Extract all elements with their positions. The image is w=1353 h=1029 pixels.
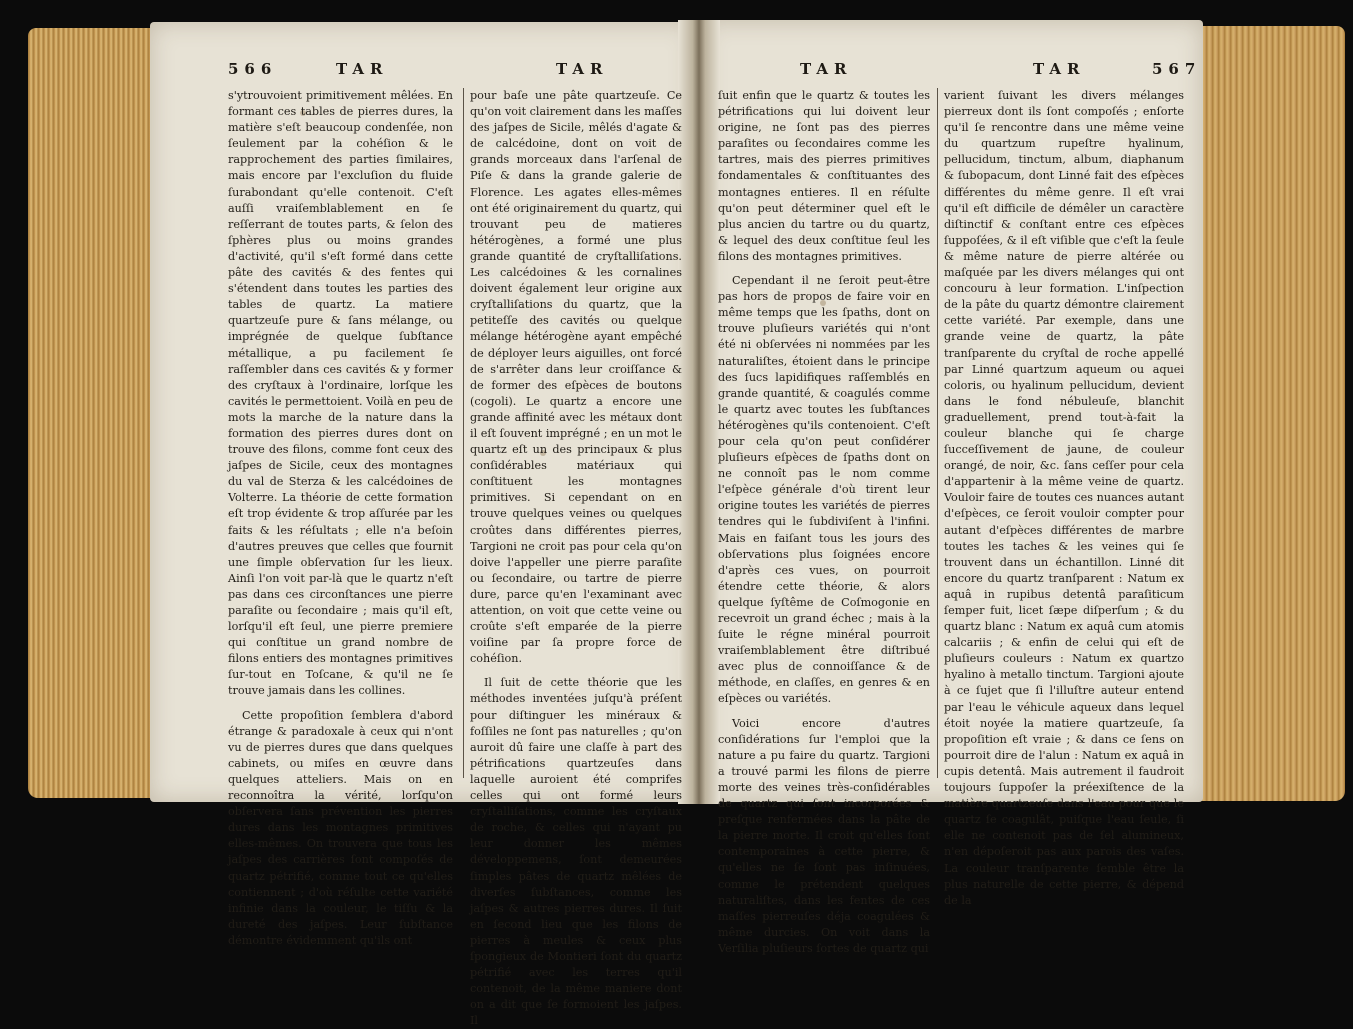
paragraph: s'ytrouvoient primitivement mêlées. En formant ces tables de pierres dures, la matière s'eſt beaucoup condenſée, non ſeulement par la cohéſion & le rapprochement des parties ſimilaires, mais encore par l'excluſion du fluide ſurabondant qu'elle contenoit. C'eſt auſſi vraiſemblablement en ſe reſſerrant de toutes parts, & ſelon des ſphères plus ou moins grandes d'activité, qu'il s'eſt formé dans cette pâte des cavités & des fentes qui s'étendent dans toutes les parties des tables de quartz. La matiere quartzeuſe pure & ſans mélange, ou imprégnée de quelque ſubſtance métallique, a pu facilement ſe raſſembler dans ces cavités & y former des cryſtaux à l'ordinaire, lorſque les cavités le permettoient. Voilà en peu de mots la marche de la nature dans la formation des pierres dures dont on trouve des filons, comme font ceux des jaſpes de Sicile, ceux des montagnes du val de Sterza & les calcédoines de Volterre. La théorie de cette formation eſt trop évidente & trop aſſurée par les faits & les réſultats ; elle n'a beſoin d'autres preuves que celles que fournit une ſimple obſervation ſur les lieux. Ainſi l'on voit par-là que le quartz n'eſt pas dans ces circonſtances une pierre paraſite ou ſecondaire ; mais qu'il eſt, lorſqu'il eſt ſeul, une pierre premiere qui conſtitue un grand nombre de filons entiers des montagnes primitives ſur-tout en Toſcane, & qu'il ne ſe trouve jamais dans les collines. <box>228 89 453 698</box>
paragraph: pour baſe une pâte quartzeuſe. Ce qu'on voit clairement dans les maſſes des jaſpes de Sicile, mêlés d'agate & de calcédoine, dont on voit de grands morceaux dans l'arſenal de Piſe & dans la grande galerie de Florence. Les agates elles-mêmes ont été originairement du quartz, qui trouvant peu de matieres hétérogènes, a formé une plus grande quantité de cryſtalliſations. Les calcédoines & les cornalines doivent également leur origine aux cryſtalliſations du quartz, que la petiteſſe des cavités ou quelque mélange hétérogène ayant empêché de déployer leurs aiguilles, ont forcé de s'arrêter dans leur croiſſance & de former des eſpèces de boutons (cogoli). Le quartz a encore une grande affinité avec les métaux dont il eſt ſouvent imprégné ; en un mot le quartz eſt un des principaux & plus conſidérables matériaux qui conſtituent les montagnes primitives. Si cependant on en trouve quelques veines ou quelques croûtes dans différentes pierres, Targioni ne croit pas pour cela qu'on doive l'appeller une pierre paraſite ou ſecondaire, ou tartre de pierre dure, parce qu'en l'examinant avec attention, on voit que cette veine ou croûte s'eſt emparée de la pierre voiſine par ſa propre force de cohéſion. <box>470 89 682 666</box>
paragraph: Cette propoſition ſemblera d'abord étrange & paradoxale à ceux qui n'ont vu de pierres dures que dans quelques cabinets, ou miſes en œuvre dans quelques atteliers. Mais on en reconnoîtra la vérité, lorſqu'on obſervera ſans prévention les pierres dures dans les montagnes primitives elles-mêmes. On trouvera que tous les jaſpes des carrières ſont compoſés de quartz pétrifié, comme tout ce qu'elles contiennent ; d'où réſulte cette variété infinie dans la couleur, le tiſſu & la dureté des jaſpes. Leur ſubſtance démontre évidemment qu'ils ont <box>228 708 453 947</box>
left-running-head: TAR <box>336 60 389 78</box>
right-page-column-head: TAR <box>1033 60 1086 78</box>
left-page-column-2 <box>470 88 682 1028</box>
right-running-head: TAR <box>800 60 853 78</box>
paragraph: Voici encore d'autres conſidérations ſur l'emploi que la nature a pu faire du quartz. Targioni a trouvé parmi les filons de pierre morte des veines très-conſidérables de quartz qui ſont incorporées & preſque renfermées dans la pâte de la pierre morte. Il croit qu'elles ſont contemporaines à cette pierre, & qu'elles ne ſe ſont pas inſinuées, comme le prétendent quelques naturaliſtes, dans les fentes de ces maſſes pierreuſes déja coagulées & même durcies. On voit dans la Verſilia pluſieurs ſortes de quartz qui <box>718 716 930 955</box>
paragraph: Il ſuit de cette théorie que les méthodes inventées juſqu'à préſent pour diſtinguer les minéraux & foſſiles ne ſont pas naturelles ; qu'on auroit dû faire une claſſe à part des pétrifications quartzeuſes dans laquelle auroient été comprifes celles qui ont formé leurs cryſtalliſations, comme les cryſtaux de roche, & celles qui n'ayant pu leur donner les mêmes développemens, ſont demeurées ſimples pâtes de quartz mêlées de diverſes ſubſtances, comme les jaſpes & autres pierres dures. Il ſuit en ſecond lieu que les filons de pierres à meules & ceux plus ſpongieux de Montieri ſont du quartz pétrifié avec les terres qu'il contenoit, de la même maniere dont on a dit que ſe formoient les jaſpes. Il <box>470 676 682 1028</box>
right-page-edges <box>1195 26 1345 801</box>
paragraph: Cependant il ne ſeroit peut-être pas hors de propos de faire voir en même temps que les ſpaths, dont on trouve pluſieurs variétés qui n'ont été ni obſervées ni nommées par les naturaliſtes, étoient dans le principe des ſucs lapidifiques raſſemblés en grande quantité, & coagulés comme le quartz avec toutes les ſubſtances hétérogènes qu'ils contenoient. C'eſt pour cela qu'on peut conſidérer pluſieurs eſpèces de ſpaths dont on ne connoît pas le nom comme l'eſpèce générale d'où tirent leur origine toutes les variétés de pierres tendres qui le ſubdiviſent à l'infini. Mais en faiſant tous les jours des obſervations plus ſoignées encore d'après ces vues, on pourroit étendre cette théorie, & alors quelque ſyſtême de Coſmogonie en recevroit un grand échec ; mais à la ſuite le régne minéral pourroit vraiſemblablement être diſtribué avec plus de connoiſſance & de méthode, en claſſes, en genres & en eſpèces ou variétés. <box>718 274 930 706</box>
left-page-edges <box>28 28 158 798</box>
right-page-column-1 <box>718 88 930 955</box>
right-page-number: 567 <box>1152 60 1202 78</box>
column-rule <box>463 88 464 778</box>
right-page-column-2 <box>944 88 1184 907</box>
paragraph: ſuit enfin que le quartz & toutes les pétrifications qui lui doivent leur origine, ne ſont pas des pierres paraſites ou ſecondaires comme les tartres, mais des pierres primitives fondamentales & conſtituantes des montagnes entieres. Il en réſulte qu'on peut déterminer quel eſt le plus ancien du tartre ou du quartz, & lequel des deux conſtitue ſeul les filons des montagnes primitives. <box>718 89 930 263</box>
left-page-column-head: TAR <box>556 60 609 78</box>
book-gutter <box>678 20 720 804</box>
left-page-number: 566 <box>228 60 278 78</box>
left-page-column-1 <box>228 88 453 947</box>
paragraph: varient ſuivant les divers mélanges pierreux dont ils ſont compoſés ; enſorte qu'il ſe rencontre dans une même veine du quartzum rupeſtre hyalinum, pellucidum, tinctum, album, diaphanum & ſubopacum, dont Linné fait des eſpèces différentes du même genre. Il eſt vrai qu'il eſt difficile de démêler un caractère diſtinctif & conſtant entre ces eſpèces ſuppoſées, & il eſt viſible que c'eſt la ſeule & même nature de pierre altérée ou maſquée par les divers mélanges qui ont concouru à leur formation. L'inſpection de la pâte du quartz démontre clairement cette variété. Par exemple, dans une grande veine de quartz, la pâte tranſparente du cryſtal de roche appellé par Linné quartzum aqueum ou aquei coloris, ou hyalinum pellucidum, devient dans le fond nébuleuſe, blanchit graduellement, prend tout-à-fait la couleur blanche qui ſe charge ſucceſſivement de jaune, de couleur orangé, de noir, &c. ſans ceſſer pour cela d'appartenir à la même veine de quartz. Vouloir faire de toutes ces nuances autant d'eſpèces, ce ſeroit vouloir compter pour autant d'eſpèces différentes de marbre toutes les taches & les veines qui ſe trouvent dans un échantillon. Linné dit encore du quartz tranſparent : Natum ex aquâ in rupibus detentâ paraſiticum ſemper fuit, licet ſæpe diſperſum ; & du quartz blanc : Natum ex aquâ cum atomis calcariis ; & enfin de celui qui eſt de pluſieurs couleurs : Natum ex quartzo hyalino à metallo tinctum. Targioni ajoute à ce ſujet que ſi l'illuſtre auteur entend par l'eau le véhicule aqueux dans lequel étoit noyée la matiere quartzeuſe, ſa propoſition eſt vraie ; & dans ce ſens on pourroit dire de l'alun : Natum ex aquâ in cupis detentâ. Mais autrement il faudroit toujours ſuppoſer la préexiſtence de la matière quartzeuſe dans l'eau pour que le quartz ſe coagulât, puiſque l'eau ſeule, ſi elle ne contenoit pas de ſel alumineux, n'en dépoſeroit pas aux parois des vaſes. La couleur tranſparente ſemble être la plus naturelle de cette pierre, & dépend de la <box>944 89 1184 907</box>
column-rule <box>937 88 938 778</box>
